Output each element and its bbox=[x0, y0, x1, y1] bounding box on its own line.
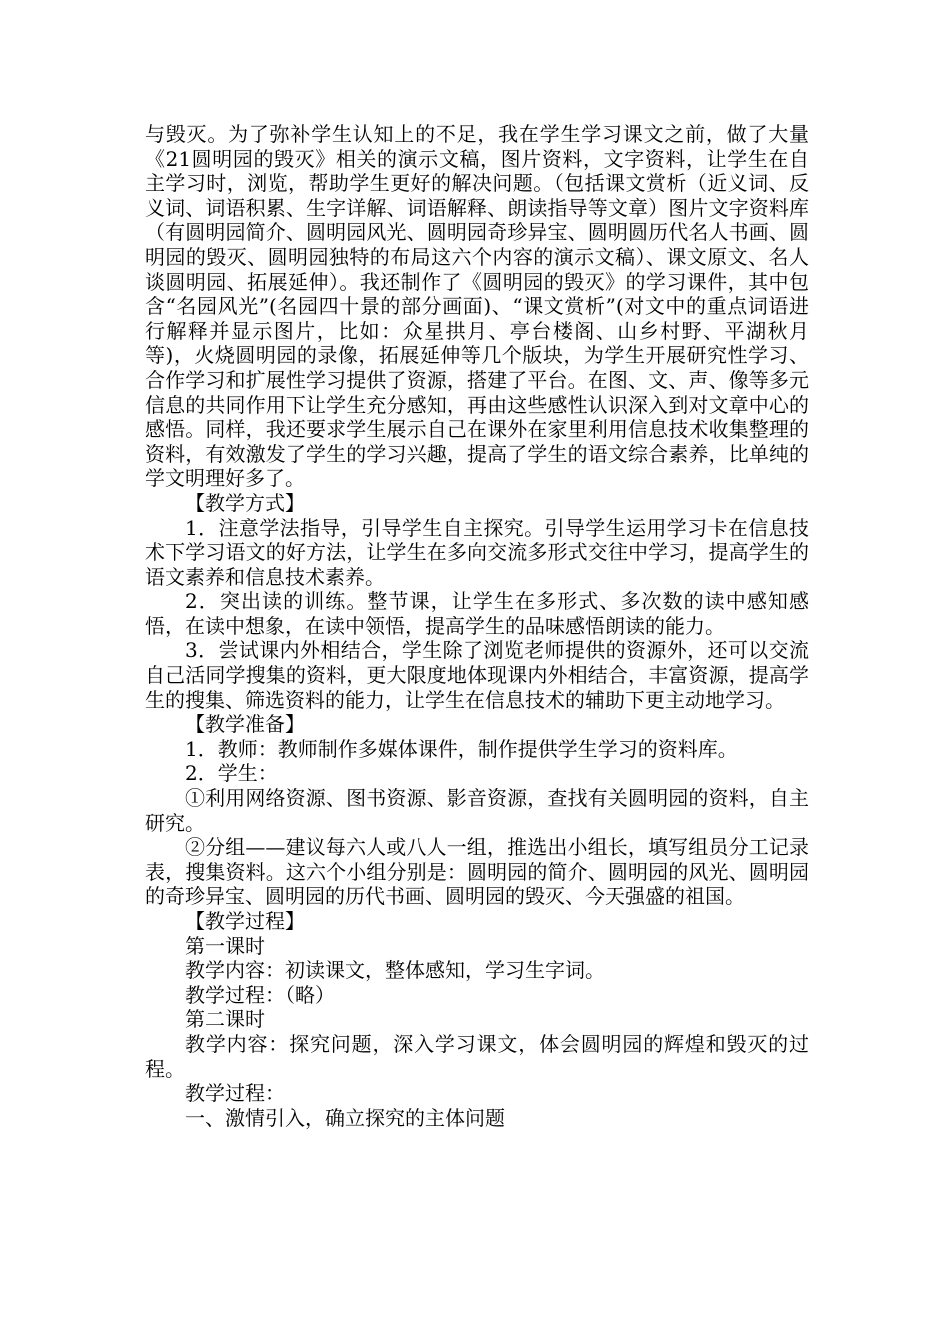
preparation-subitem-1: ①利用网络资源、图书资源、影音资源，查找有关圆明园的资料，自主研究。 bbox=[145, 786, 809, 835]
lesson-1-content: 教学内容：初读课文，整体感知，学习生字词。 bbox=[185, 958, 605, 983]
method-item-2: 2．突出读的训练。整节课，让学生在多形式、多次数的读中感知感悟，在读中想象，在读中领悟，提高学生的品味感悟朗读的能力。 bbox=[145, 589, 809, 638]
lesson-2-step-1: 一、激情引入，确立探究的主体问题 bbox=[185, 1105, 505, 1130]
preparation-subitem-2: ②分组——建议每六人或八人一组，推选出小组长，填写组员分工记录表，搜集资料。这六个小组分别是：圆明园的简介、圆明园的风光、圆明园的奇珍异宝、圆明园的历代书画、圆明园的毁灭、今天强盛的祖国。 bbox=[145, 835, 809, 909]
section-heading-teaching-process: 【教学过程】 bbox=[185, 909, 305, 933]
lesson-1-process: 教学过程：（略） bbox=[185, 982, 335, 1007]
section-heading-teaching-method: 【教学方式】 bbox=[185, 490, 305, 515]
lesson-2-title: 第二课时 bbox=[185, 1007, 265, 1032]
document-page bbox=[145, 122, 809, 1130]
preparation-item-students: 2．学生： bbox=[185, 761, 278, 786]
method-item-3: 3．尝试课内外相结合，学生除了浏览老师提供的资源外，还可以交流自己活同学搜集的资料，更大限度地体现课内外相结合，丰富资源，提高学生的搜集、筛选资料的能力，让学生在信息技术的辅助下更主动地学习。 bbox=[145, 638, 809, 712]
lesson-2-process-label: 教学过程： bbox=[185, 1081, 285, 1106]
lesson-2-content: 教学内容：探究问题，深入学习课文，体会圆明园的辉煌和毁灭的过程。 bbox=[145, 1031, 809, 1081]
paragraph-intro: 与毁灭。为了弥补学生认知上的不足，我在学生学习课文之前，做了大量《21圆明园的毁灭》相关的演示文稿，图片资料，文字资料，让学生在自主学习时，浏览，帮助学生更好的解决问题。（包括课文赏析（近义词、反义词、词语积累、生字详解、词语解释、朗读指导等文章）图片文字资料库（有圆明园简介、圆明园风光、圆明园奇珍异宝、圆明圆历代名人书画、圆明园的毁灭、圆明园独特的布局这六个内容的演示文稿）、课文原文、名人谈圆明园、拓展延伸）。我还制作了《圆明园的毁灭》的学习课件，其中包含“名园风光”(名园四十景的部分画面)、“课文赏析”(对文中的重点词语进行解释并显示图片，比如：众星拱月、亭台楼阁、山乡村野、平湖秋月等)，火烧圆明园的录像，拓展延伸等几个版块，为学生开展研究性学习、合作学习和扩展性学习提供了资源，搭建了平台。在图、文、声、像等多元信息的共同作用下让学生充分感知，再由这些感性认识深入到对文章中心的感悟。同样，我还要求学生展示自己在课外在家里利用信息技术收集整理的资料，有效激发了学生的学习兴趣，提高了学生的语文综合素养，比单纯的学文明理好多了。 bbox=[145, 122, 809, 491]
section-heading-teaching-preparation: 【教学准备】 bbox=[185, 712, 305, 737]
lesson-1-title: 第一课时 bbox=[185, 933, 265, 958]
preparation-item-teacher: 1．教师：教师制作多媒体课件，制作提供学生学习的资料库。 bbox=[185, 736, 738, 761]
method-item-1: 1．注意学法指导，引导学生自主探究。引导学生运用学习卡在信息技术下学习语文的好方法，让学生在多向交流多形式交往中学习，提高学生的语文素养和信息技术素养。 bbox=[145, 515, 809, 589]
